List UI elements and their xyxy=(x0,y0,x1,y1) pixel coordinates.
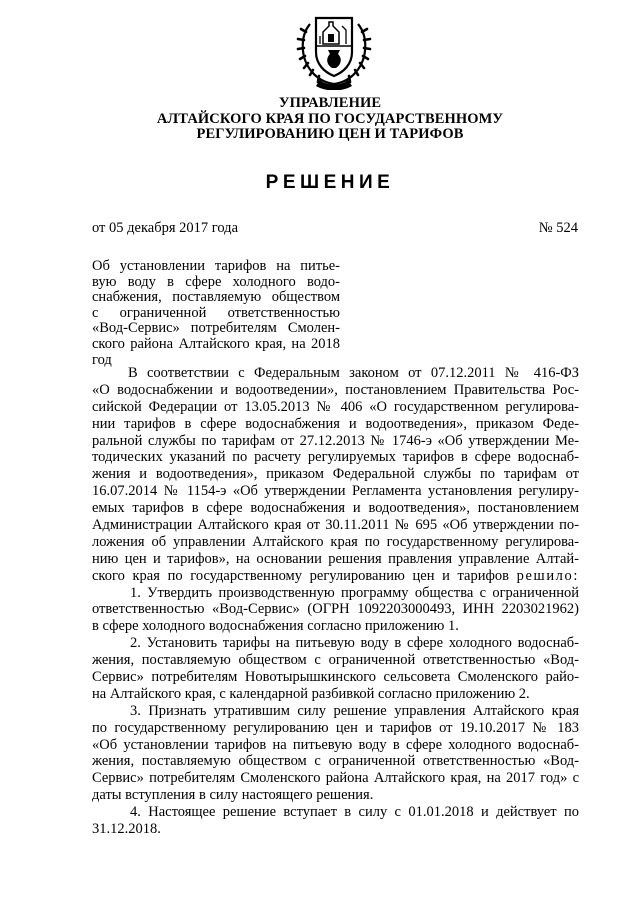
altai-krai-coat-of-arms-icon xyxy=(296,6,372,90)
body-line: Сервис» потребителям Смоленского района Алтайского края, на 2017 год» с xyxy=(92,770,579,787)
body-text: ского края по государственному регулированию цен и тарифов xyxy=(92,567,517,584)
subject-line: вую воду в сфере холодного водо- xyxy=(92,273,340,290)
document-body xyxy=(92,365,579,838)
body-line: жения и водоотведения», приказом Федеральной службы по тарифам от xyxy=(92,466,579,483)
body-line: ральной службы по тарифам от 27.12.2013 № 1746-э «Об утверждении Ме- xyxy=(92,432,579,449)
subject-line: год xyxy=(92,351,112,368)
body-line: ответственностью «Вод-Сервис» (ОГРН 1092203000493, ИНН 2203021962) xyxy=(92,601,579,618)
body-line: нию цен и тарифов», на основании решения правления управление Алтай- xyxy=(92,550,579,567)
body-line: 2. Установить тарифы на питьевую воду в сфере холодного водоснаб- xyxy=(130,635,579,652)
resolves-word: решило: xyxy=(516,567,579,584)
document-date: от 05 декабря 2017 года xyxy=(92,220,238,236)
body-line: «О водоснабжении и водоотведении», постановлением Правительства Рос- xyxy=(92,381,579,398)
body-line: 1. Утвердить производственную программу общества с ограниченной xyxy=(130,584,579,601)
body-line: нии тарифов в сфере водоснабжения и водоотведения», приказом Федe- xyxy=(92,415,579,432)
body-line: В соответствии с Федеральным законом от 07.12.2011 № 416-ФЗ xyxy=(128,365,579,381)
body-line: Администрации Алтайского края от 30.11.2011 № 695 «Об утверждении по- xyxy=(92,517,579,534)
body-line: по государственному регулированию цен и тарифов от 19.10.2017 № 183 xyxy=(92,719,579,736)
body-line: даты вступления в силу настоящего решения. xyxy=(92,787,374,804)
body-line: на Алтайского края, с календарной разбивкой согласно приложению 2. xyxy=(92,685,530,702)
subject-line: ского района Алтайского края, на 2018 xyxy=(92,335,340,352)
authority-line: УПРАВЛЕНИЕ xyxy=(278,95,382,111)
authority-line: РЕГУЛИРОВАНИЮ ЦЕН И ТАРИФОВ xyxy=(196,126,464,142)
body-line: Сервис» потребителям Новотырышкинского сельсовета Смоленского райо- xyxy=(92,669,579,686)
subject-line: «Вод-Сервис» потребителям Смолен- xyxy=(92,320,340,337)
body-line: 16.07.2014 № 1154-э «Об утверждении Регламента установления регулиру- xyxy=(92,483,579,500)
body-line: сийской Федерации от 13.05.2013 № 406 «О государственном регулирова- xyxy=(92,398,579,415)
issuing-authority xyxy=(80,96,580,143)
body-line: в сфере холодного водоснабжения согласно приложению 1. xyxy=(92,618,459,635)
subject-line: снабжения, поставляемую обществом xyxy=(92,289,340,306)
subject-line: Об установлении тарифов на питье- xyxy=(92,258,340,274)
body-line: емых тарифов в сфере водоснабжения и водоотведения», постановлением xyxy=(92,500,579,517)
document-title: РЕШЕНИЕ xyxy=(265,172,395,193)
subject-line: с ограниченной ответственностью xyxy=(92,304,340,321)
document-number: № 524 xyxy=(538,220,578,236)
authority-line: АЛТАЙСКОГО КРАЯ ПО ГОСУДАРСТВЕННОМУ xyxy=(156,110,504,127)
body-line xyxy=(92,568,579,585)
body-line: ложения об управлении Алтайского края по государственному регулирова- xyxy=(92,533,579,550)
body-line: жения, поставляемую обществом с ограниченной ответственностью «Вод- xyxy=(92,753,579,770)
body-line: тодических указаний по расчету регулируемых тарифов в сфере водоснаб- xyxy=(92,449,579,466)
body-line: «Об установлении тарифов на питьевую воду в сфере холодного водоснаб- xyxy=(92,736,579,753)
document-subject xyxy=(92,259,340,368)
body-line: 31.12.2018. xyxy=(92,821,161,838)
body-line: 4. Настоящее решение вступает в силу с 01.01.2018 и действует по xyxy=(130,804,579,821)
body-line: 3. Признать утратившим силу решение управления Алтайского края xyxy=(130,702,579,719)
body-line: жения, поставляемую обществом с ограниченной ответственностью «Вод- xyxy=(92,652,579,669)
